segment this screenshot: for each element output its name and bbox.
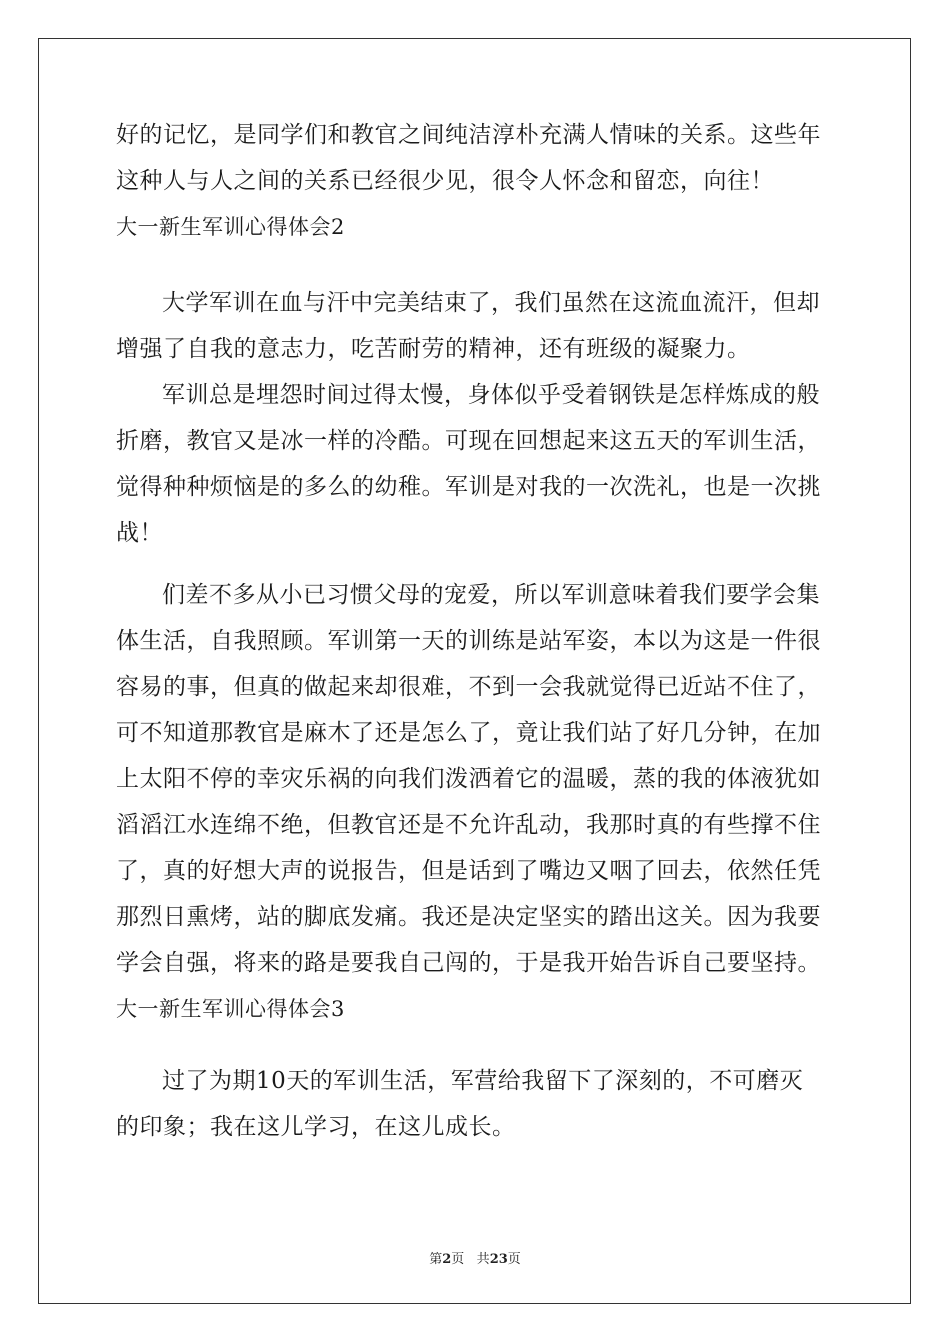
paragraph-line: 折磨，教官又是冰一样的冷酷。可现在回想起来这五天的军训生活， <box>116 428 821 454</box>
paragraph-line: 觉得种种烦恼是的多么的幼稚。军训是对我的一次洗礼，也是一次挑 <box>116 474 821 500</box>
paragraph-line: 好的记忆，是同学们和教官之间纯洁淳朴充满人情味的关系。这些年 <box>116 122 821 148</box>
paragraph-line: 那烈日熏烤，站的脚底发痛。我还是决定坚实的踏出这关。因为我要 <box>116 904 821 930</box>
paragraph-line: 战！ <box>116 520 163 546</box>
paragraph-line: 体生活，自我照顾。军训第一天的训练是站军姿，本以为这是一件很 <box>116 628 821 654</box>
page-unit: 页 <box>451 1252 465 1267</box>
paragraph-line: 可不知道那教官是麻木了还是怎么了，竟让我们站了好几分钟，在加 <box>116 720 821 746</box>
page-prefix: 第 <box>429 1252 443 1267</box>
total-unit: 页 <box>507 1252 521 1267</box>
section-heading: 大一新生军训心得体会3 <box>116 997 345 1021</box>
paragraph-line: 大学军训在血与汗中完美结束了，我们虽然在这流血流汗，但却 <box>162 290 820 316</box>
paragraph-line: 滔滔江水连绵不绝，但教官还是不允许乱动，我那时真的有些撑不住 <box>116 812 821 838</box>
paragraph-line: 这种人与人之间的关系已经很少见，很令人怀念和留恋，向往！ <box>116 168 774 194</box>
paragraph-line: 了，真的好想大声的说报告，但是话到了嘴边又咽了回去，依然任凭 <box>116 858 821 884</box>
page-current: 2 <box>442 1252 452 1267</box>
paragraph-line: 的印象；我在这儿学习，在这儿成长。 <box>116 1114 516 1140</box>
paragraph-line: 容易的事，但真的做起来却很难，不到一会我就觉得已近站不住了， <box>116 674 821 700</box>
paragraph-line: 过了为期10天的军训生活，军营给我留下了深刻的，不可磨灭 <box>162 1068 804 1094</box>
paragraph-line: 上太阳不停的幸灾乐祸的向我们泼洒着它的温暖，蒸的我的体液犹如 <box>116 766 821 792</box>
paragraph-line: 学会自强，将来的路是要我自己闯的，于是我开始告诉自己要坚持。 <box>116 950 821 976</box>
paragraph-line: 们差不多从小已习惯父母的宠爱，所以军训意味着我们要学会集 <box>162 582 820 608</box>
section-heading: 大一新生军训心得体会2 <box>116 215 345 239</box>
total-prefix: 共 <box>476 1252 490 1267</box>
paragraph-line: 军训总是埋怨时间过得太慢，身体似乎受着钢铁是怎样炼成的般 <box>162 382 820 408</box>
paragraph-line: 增强了自我的意志力，吃苦耐劳的精神，还有班级的凝聚力。 <box>116 336 751 362</box>
page-footer <box>0 1248 950 1267</box>
page-total: 23 <box>489 1252 508 1267</box>
